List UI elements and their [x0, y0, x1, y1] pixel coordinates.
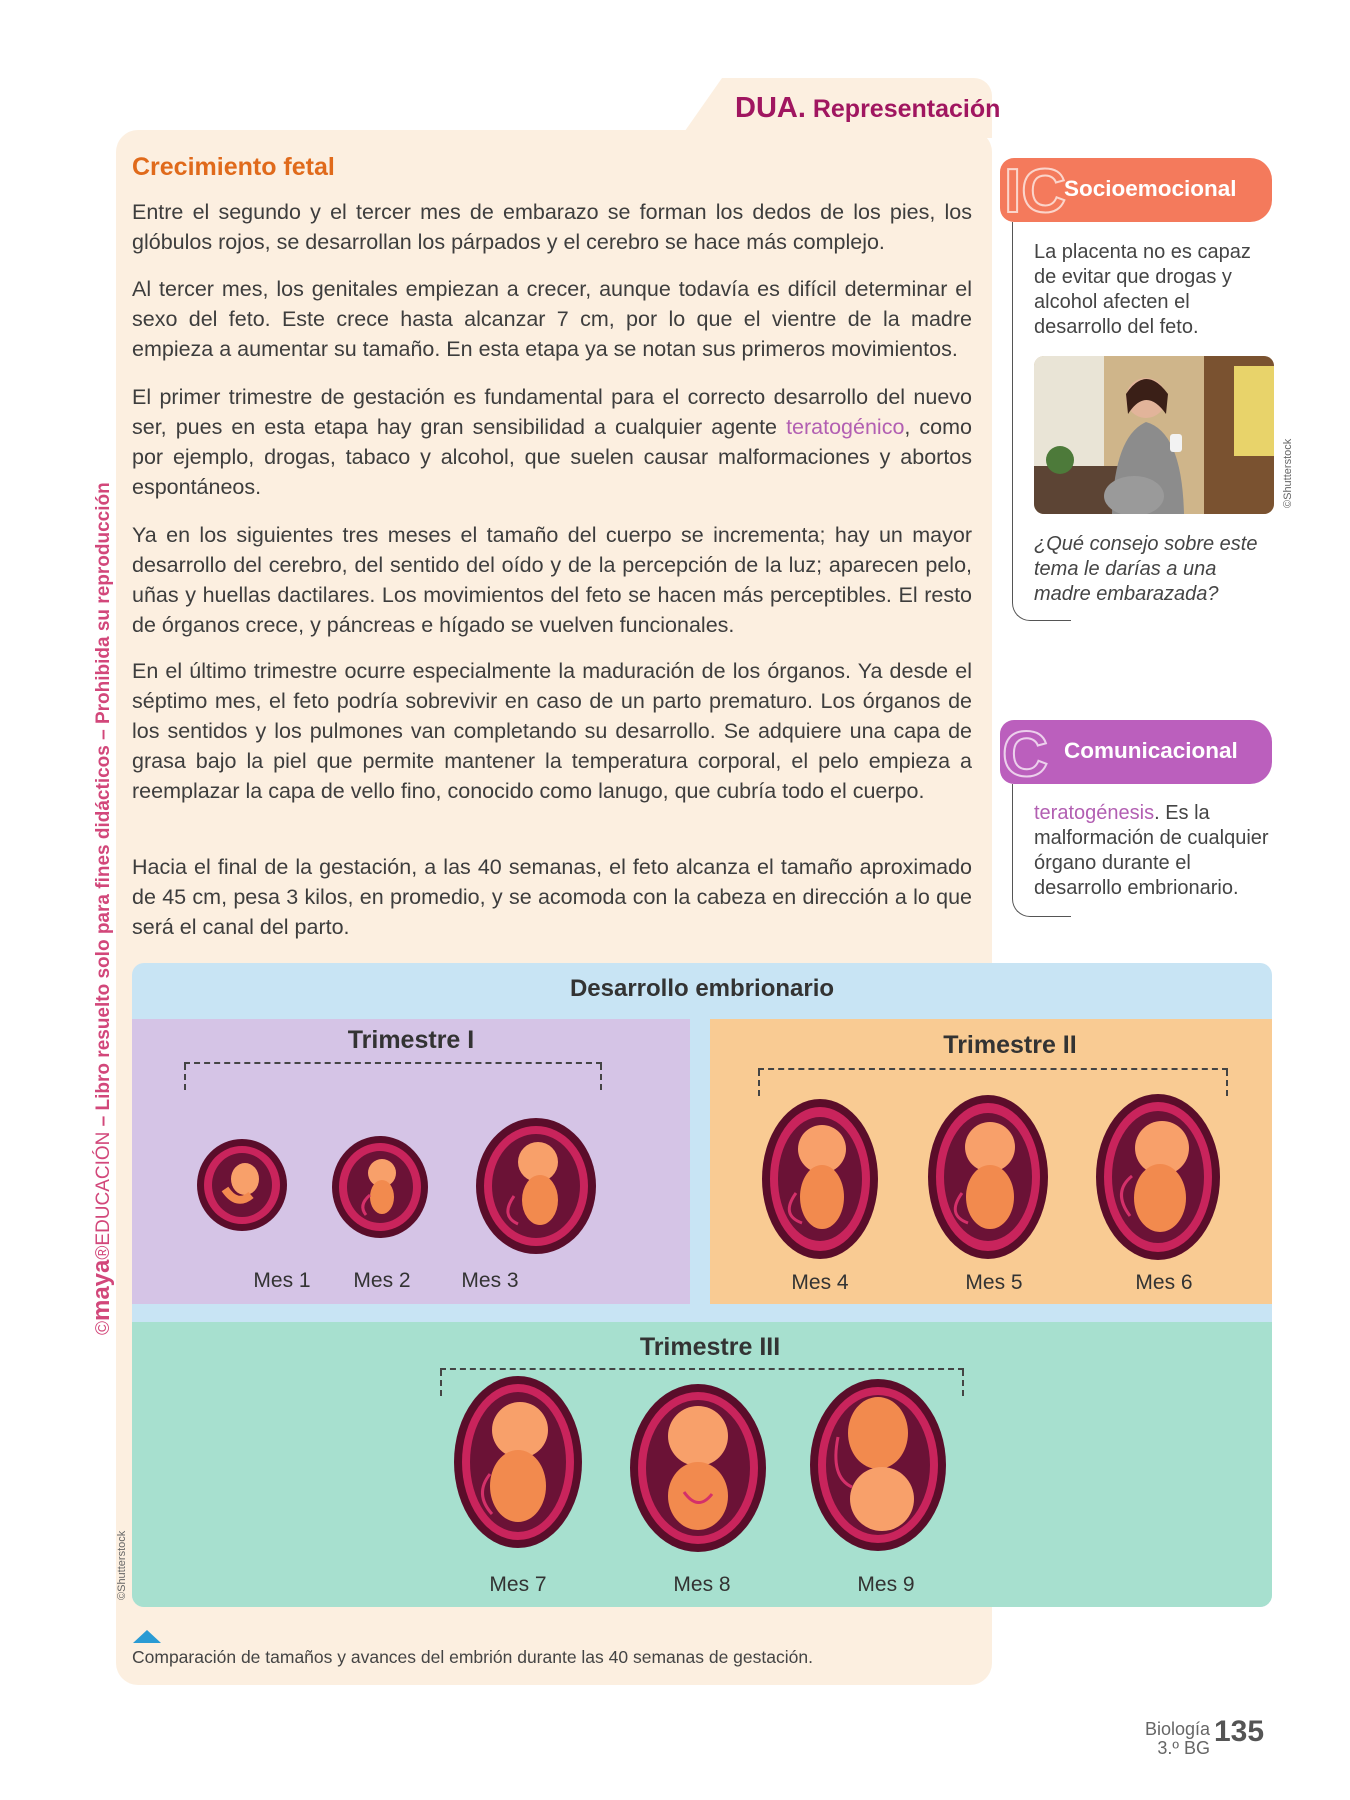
comunicacional-header: [1000, 720, 1272, 784]
month-label: Mes 3: [461, 1269, 519, 1292]
question-text: ¿Qué consejo sobre este tema le darías a una madre embarazada?: [1034, 533, 1258, 605]
comunicacional-icon: [1000, 720, 1056, 784]
photo-credit: ©Shutterstock: [1282, 438, 1294, 508]
fetus-month-3-illustration: [474, 1116, 598, 1256]
fetus-month-9-illustration: [808, 1377, 948, 1552]
month-label: Mes 9: [857, 1573, 915, 1596]
glossary-term-link[interactable]: teratogénico: [786, 415, 905, 439]
fetus-month-2-illustration: [330, 1135, 430, 1240]
month-label: Mes 4: [791, 1271, 849, 1294]
comunicacional-bracket-line: [1012, 784, 1071, 917]
page-number: 135: [1214, 1715, 1265, 1748]
fetus-month-4-illustration: [760, 1097, 880, 1261]
svg-text:C: C: [1002, 720, 1049, 784]
trimester-3-title: Trimestre III: [639, 1333, 781, 1361]
month-label: Mes 6: [1135, 1271, 1193, 1294]
socioemocional-text: La placenta no es capaz de evitar que drogas y alcohol afecten el desarrollo del feto.: [1034, 241, 1251, 338]
svg-text:IC: IC: [1004, 158, 1066, 222]
socioemocional-bracket-line: [1012, 222, 1071, 621]
subject-name: Biología: [1144, 1719, 1210, 1739]
trimester-2-title: Trimestre II: [943, 1031, 1077, 1059]
trimester-2-bracket: [758, 1068, 1228, 1070]
dua-header: [735, 92, 1000, 125]
dua-mode: Representación: [812, 95, 1001, 123]
trimester-1-title: Trimestre I: [347, 1026, 475, 1054]
dua-label: DUA.: [735, 92, 806, 124]
footer-subject: [1120, 1720, 1210, 1758]
paragraph-2: Al tercer mes, los genitales empiezan a crecer, aunque todavía es difícil determinar el sexo del feto. Este crece hasta alcanzar 7 cm, por lo que el vientre de la madre empieza a aumentar su tamaño. En esta etapa ya se notan sus primeros movimientos.: [132, 277, 972, 361]
trimester-3-bracket: [440, 1368, 964, 1370]
paragraph-5: En el último trimestre ocurre especialmente la maduración de los órganos. Ya desde el séptimo mes, el feto podría sobrevivir en caso de un parto prematuro. Los órganos de los sentidos y los pulmones van completando su desarrollo. Se adquiere una capa de grasa bajo la piel que permite mantener la temperatura corporal, el pelo empieza a reemplazar la capa de vello fino, conocido como lanugo, que cubría todo el cuerpo.: [132, 659, 972, 803]
copyright-notice: [88, 482, 116, 1335]
trimester-1-bracket: [184, 1062, 602, 1064]
socioemocional-icon: [1000, 158, 1070, 222]
registered-symbol: ®: [93, 1245, 114, 1260]
brand-edu: EDUCACIÓN: [93, 1131, 114, 1246]
term-definition: . Es la malformación de cualquier órgano durante el desarrollo embrionario.: [1034, 802, 1269, 899]
reproduction-notice: – Libro resuelto solo para fines didácticos – Prohibida su reproducción: [93, 482, 114, 1132]
month-label: Mes 1: [253, 1269, 311, 1292]
grade-level: 3.º BG: [1157, 1738, 1210, 1758]
copyright-symbol: ©: [93, 1321, 114, 1335]
paragraph-6: Hacia el final de la gestación, a las 40 semanas, el feto alcanza el tamaño aproximado de 45 cm, pesa 3 kilos, en promedio, y se acomoda con la cabeza en dirección a lo que será el canal del parto.: [132, 855, 972, 939]
month-label: Mes 2: [353, 1269, 411, 1292]
paragraph-4: Ya en los siguientes tres meses el tamaño del cuerpo se incrementa; hay un mayor desarrollo del cerebro, del sentido del oído y de la percepción de la luz; aparecen pelo, uñas y huellas dactilares. Los movimientos del feto se hacen más perceptibles. El resto de órganos crece, y páncreas e hígado se vuelven funcionales.: [132, 523, 972, 637]
fetus-month-1-illustration: [195, 1137, 289, 1233]
section-title: Crecimiento fetal: [132, 153, 335, 181]
month-label: Mes 5: [965, 1271, 1023, 1294]
paragraph-1: Entre el segundo y el tercer mes de embarazo se forman los dedos de los pies, los glóbulos rojos, se desarrollan los párpados y el cerebro se hace más complejo.: [132, 200, 972, 254]
fetus-month-5-illustration: [926, 1093, 1050, 1261]
fetus-month-7-illustration: [452, 1374, 584, 1550]
paragraph-3-start: El primer trimestre de gestación es fundamental para el correcto desarrollo del nuevo ser, pues en esta etapa hay gran sensibilidad a cualquier agente: [132, 385, 972, 439]
brand-logo-text: maya: [88, 1259, 115, 1321]
comunicacional-label: Comunicacional: [1064, 738, 1238, 763]
socioemocional-header: [1000, 158, 1272, 222]
caption-marker-icon: [133, 1630, 161, 1643]
diagram-credit: ©Shutterstock: [116, 1530, 128, 1600]
month-label: Mes 8: [673, 1573, 731, 1596]
diagram-caption: Comparación de tamaños y avances del embrión durante las 40 semanas de gestación.: [132, 1647, 813, 1667]
fetus-month-6-illustration: [1094, 1092, 1222, 1262]
month-label: Mes 7: [489, 1573, 547, 1596]
paragraph-3: [132, 382, 972, 502]
paragraph-3-end: , como por ejemplo, drogas, tabaco y alcohol, que suelen causar malformaciones y abortos espontáneos.: [132, 415, 972, 499]
diagram-title: Desarrollo embrionario: [569, 975, 835, 1002]
glossary-term: teratogénesis: [1034, 802, 1155, 824]
socioemocional-label: Socioemocional: [1064, 176, 1237, 201]
fetus-month-8-illustration: [628, 1382, 768, 1554]
